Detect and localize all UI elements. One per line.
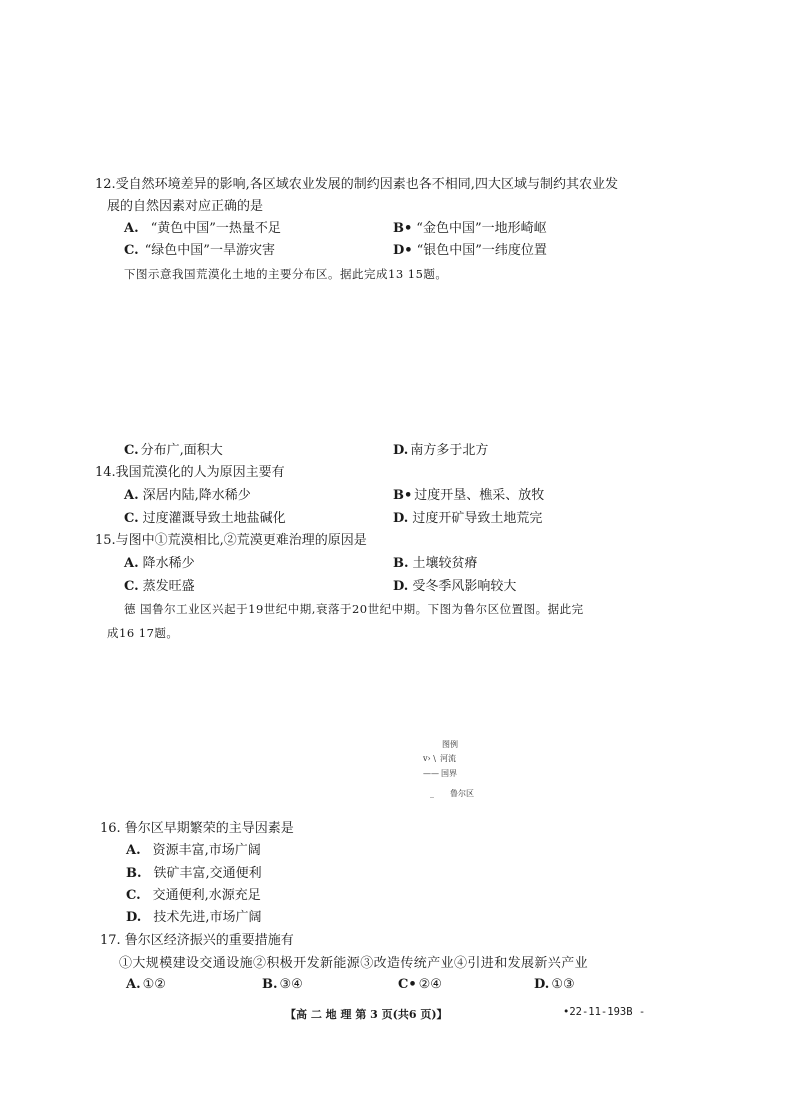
footer-page-info: 【高 二 地 理 第 3 页(共6 页)】	[285, 1008, 448, 1021]
border-symbol: ——	[423, 769, 439, 778]
river-symbol: v› \	[423, 754, 436, 763]
q12-stem-line1: 12.受自然环境差异的影响,各区域农业发展的制约因素也各不相同,四大区域与制约其农业发	[95, 177, 618, 192]
q14-option-d	[393, 510, 542, 528]
option-label: B•	[393, 488, 413, 503]
option-text: 降水稀少	[142, 556, 195, 571]
option-text: 技术先进,市场广阔	[153, 910, 262, 925]
q17-option-b	[262, 976, 303, 994]
option-text: 分布广,面积大	[140, 443, 223, 458]
option-label: C.	[124, 443, 139, 458]
option-label: D•	[393, 243, 413, 258]
option-label: A.	[126, 843, 141, 858]
option-label: D.	[393, 579, 409, 594]
option-text: 过度灌溉导致土地盐碱化	[142, 511, 286, 526]
option-label: C.	[124, 243, 139, 258]
q14-option-a	[124, 487, 251, 505]
option-label: B•	[393, 221, 413, 236]
option-text: “黄色中国”一热量不足	[150, 221, 281, 236]
option-text: 资源丰富,市场广阔	[152, 843, 261, 858]
option-text: 蒸发旺盛	[142, 579, 195, 594]
q14-stem: 14.我国荒漠化的人为原因主要有	[95, 465, 285, 480]
intro-16-17-line1: 德 国鲁尔工业区兴起于19世纪中期,衰落于20世纪中期。下图为鲁尔区位置图。据此完	[124, 602, 584, 616]
q16-option-d	[126, 909, 261, 927]
option-text: “绿色中国”一旱游灾害	[144, 243, 275, 258]
option-text: 交通便利,水源充足	[152, 888, 261, 903]
q17-option-a	[126, 976, 166, 994]
q14-option-b	[393, 487, 544, 505]
legend-ruhr	[430, 788, 474, 800]
q17-option-c	[398, 976, 442, 994]
option-text: 过度开矿导致土地荒完	[412, 511, 543, 526]
legend-river	[423, 753, 456, 765]
option-label: B.	[393, 556, 409, 571]
border-label: 国界	[441, 769, 457, 778]
option-label: C.	[124, 579, 139, 594]
q13-option-c	[124, 442, 223, 460]
option-label: C•	[398, 977, 417, 992]
legend-border	[423, 768, 457, 780]
option-text: ①②	[142, 977, 166, 992]
option-label: D.	[393, 511, 409, 526]
intro-13-15: 下图示意我国荒漠化土地的主要分布区。据此完成13 15题。	[124, 267, 448, 281]
option-text: ②④	[418, 977, 442, 992]
q15-option-c	[124, 578, 195, 596]
option-text: ③④	[279, 977, 303, 992]
option-text: “金色中国”一地形崎岖	[416, 221, 547, 236]
q15-stem: 15.与图中①荒漠相比,②荒漠更难治理的原因是	[95, 533, 367, 548]
q16-stem: 16. 鲁尔区早期繁荣的主导因素是	[100, 821, 294, 836]
option-label: A.	[126, 977, 141, 992]
q16-option-a	[126, 842, 261, 860]
q14-option-c	[124, 510, 286, 528]
q12-option-b	[393, 220, 547, 238]
q17-measures: ①大规模建设交通设施②积极开发新能源③改造传统产业④引进和发展新兴产业	[119, 956, 589, 971]
option-label: D.	[393, 443, 409, 458]
legend-title: 图例	[442, 740, 458, 749]
option-label: D.	[534, 977, 550, 992]
q12-option-d	[393, 242, 547, 260]
option-label: B.	[262, 977, 278, 992]
option-text: ①③	[551, 977, 575, 992]
q15-option-a	[124, 555, 195, 573]
q12-option-c	[124, 242, 275, 260]
option-label: A.	[124, 556, 139, 571]
option-text: 过度开垦、樵采、放牧	[414, 488, 545, 503]
option-text: “银色中国”一纬度位置	[416, 243, 547, 258]
option-text: 受冬季风影响较大	[412, 579, 517, 594]
option-text: 深居内陆,降水稀少	[142, 488, 251, 503]
q12-option-a	[124, 220, 281, 238]
option-label: C.	[126, 888, 141, 903]
q15-option-b	[393, 555, 478, 573]
option-label: D.	[126, 910, 142, 925]
option-text: 土壤较贫瘠	[412, 556, 478, 571]
option-label: A.	[124, 488, 139, 503]
q16-option-b	[126, 865, 262, 883]
q15-option-d	[393, 578, 516, 596]
q13-option-d	[393, 442, 488, 460]
q17-option-d	[534, 976, 575, 994]
option-text: 铁矿丰富,交通便利	[153, 866, 262, 881]
footer-code: •22-11-193B -	[563, 1006, 646, 1018]
q17-stem: 17. 鲁尔区经济振兴的重要措施有	[100, 933, 294, 948]
option-label: A.	[124, 221, 139, 236]
q12-stem-line2: 展的自然因素对应正确的是	[107, 199, 264, 214]
intro-16-17-line2: 成16 17题。	[107, 626, 179, 640]
option-label: B.	[126, 866, 142, 881]
river-label: 河流	[439, 754, 456, 763]
ruhr-label: 鲁尔区	[450, 789, 474, 798]
option-text: 南方多于北方	[410, 443, 489, 458]
q16-option-c	[126, 887, 261, 905]
option-label: C.	[124, 511, 139, 526]
ruhr-symbol: _	[430, 789, 434, 798]
